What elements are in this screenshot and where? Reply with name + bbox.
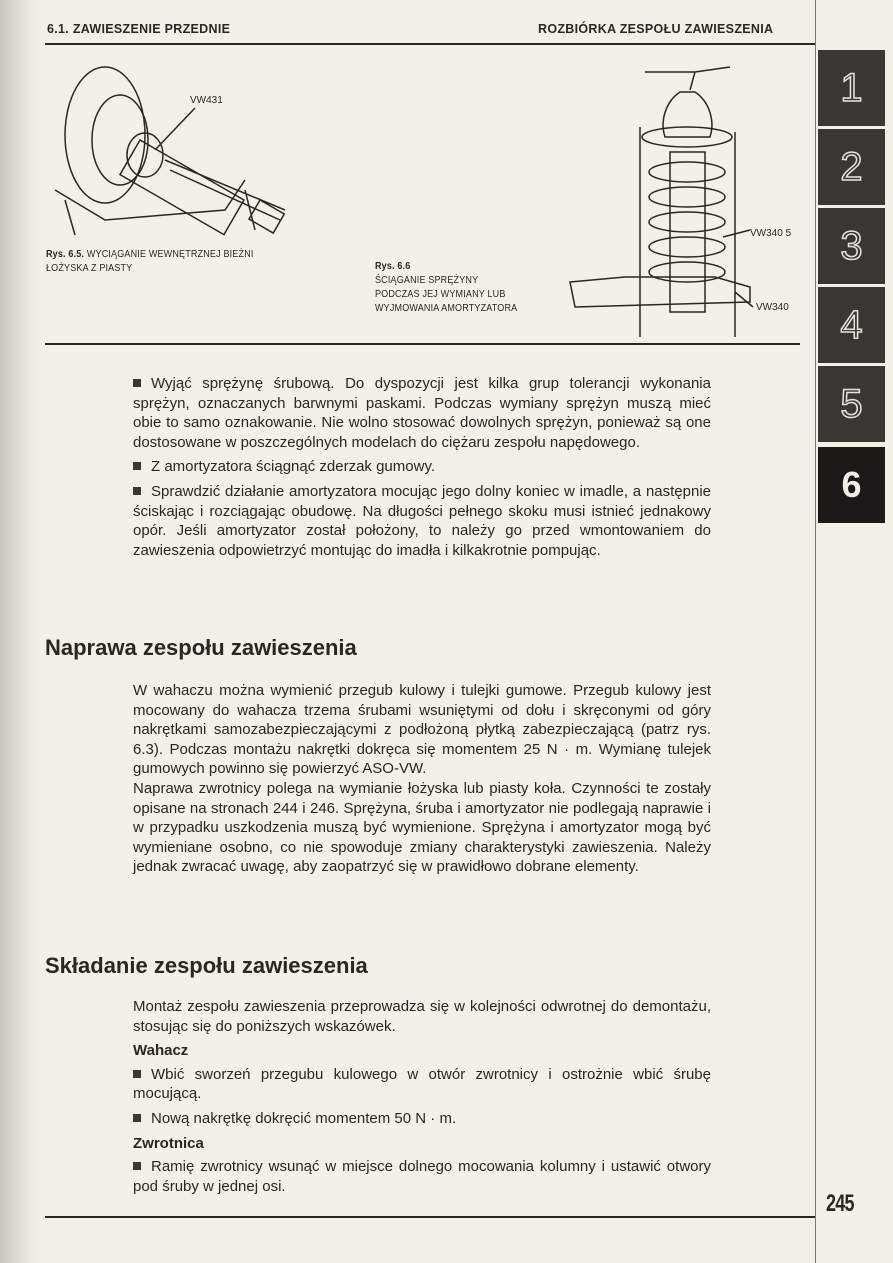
caption-line: WYJMOWANIA AMORTYZATORA [375, 303, 518, 314]
paragraph: W wahaczu można wymienić przegub kulowy i tulejki gumowe. Przegub kulowy jest mocowany do wahacza trzema śrubami wsuniętymi od dołu i skręconymi od góry nakrętkami samozabezpieczającymi z podłożoną płytką zabezpieczającą (patrz rys. 6.3). Podczas montażu nakrętki dokręca się momentem 25 N · m. Wymianę tulejek gumowych powinno się powierzyć ASO-VW. [133, 682, 711, 778]
footer-rule [45, 1216, 815, 1218]
heading-assembly: Składanie zespołu zawieszenia [45, 953, 368, 978]
section-repair-text [133, 681, 711, 882]
chapter-tab-4[interactable]: 4 [818, 287, 885, 363]
chapter-tab-5[interactable]: 5 [818, 366, 885, 442]
figure-hub-puller-illustration [45, 60, 305, 245]
section-assembly-text [133, 997, 711, 1201]
running-header-left: 6.1. ZAWIESZENIE PRZEDNIE [47, 22, 231, 36]
chapter-tab-2[interactable]: 2 [818, 129, 885, 205]
subheading-wahacz: Wahacz [133, 1042, 189, 1060]
bullet-paragraph: Ramię zwrotnicy wsunąć w miejsce dolnego mocowania kolumny i ustawić otwory pod śruby w jednej osi. [133, 1158, 711, 1195]
page-margin-line [815, 0, 816, 1263]
page-number: 245 [826, 1190, 854, 1217]
bullet-paragraph: Sprawdzić działanie amortyzatora mocując jego dolny koniec w imadle, a następnie ściskając i rozciągając obudowę. Na długości pełnego skoku musi istnieć jednakowy opór. Jeśli amortyzator został położony, to należy go przed wmontowaniem do zawieszenia odpowietrzyć montując do imadła i kilkakrotnie pompując. [133, 482, 711, 559]
figure-rule [45, 343, 800, 345]
chapter-tab-6-active[interactable]: 6 [818, 447, 885, 523]
figure-6-6-caption [375, 260, 555, 316]
header-rule [45, 43, 815, 45]
figure-label-vw431: VW431 [190, 95, 223, 106]
caption-line: ŚCIĄGANIE SPRĘŻYNY [375, 275, 479, 286]
figure-label-vw340: VW340 [756, 302, 789, 313]
bullet-paragraph: Z amortyzatora ściągnąć zderzak gumowy. [133, 457, 711, 477]
section-disassembly-text [133, 374, 711, 565]
running-header-right: ROZBIÓRKA ZESPOŁU ZAWIESZENIA [538, 22, 774, 36]
chapter-tab-3[interactable]: 3 [818, 208, 885, 284]
caption-number: Rys. 6.5. [46, 249, 85, 260]
figure-spring-compressor-illustration [565, 62, 755, 337]
bullet-paragraph: Wyjąć sprężynę śrubową. Do dyspozycji jest kilka grup tolerancji wykonania sprężyn, oznaczanych barwnymi paskami. Podczas wymiany sprężyn muszą mieć obie to samo oznakowanie. Nie wolno stosować dowolnych sprężyn, ponieważ są one dostosowane w poszczególnych modelach do ciężaru zespołu napędowego. [133, 375, 711, 451]
figure-6-5-caption [46, 248, 262, 276]
caption-text: WYCIĄGANIE WEWNĘTRZNEJ BIEŻNI ŁOŻYSKA Z PIASTY [46, 249, 254, 274]
figure-label-vw340-5: VW340 5 [750, 228, 792, 239]
subheading-zwrotnica: Zwrotnica [133, 1134, 204, 1152]
caption-line: PODCZAS JEJ WYMIANY LUB [375, 289, 506, 300]
bullet-paragraph: Nową nakrętkę dokręcić momentem 50 N · m. [133, 1109, 711, 1129]
chapter-tab-1[interactable]: 1 [818, 50, 885, 126]
paragraph: Naprawa zwrotnicy polega na wymianie łożyska lub piasty koła. Czynności te zostały opisane na stronach 244 i 246. Sprężyna, śruba i amortyzator nie podlegają naprawie i w przypadku uszkodzenia muszą być wymienione. Sprężyna i amortyzator mogą być wymieniane osobno, co nie spowoduje zmiany charakterystyki zawieszenia. Należy jednak zwracać uwagę, aby zaopatrzyć się w prawidłowo dobrane elementy. [133, 779, 711, 876]
heading-repair: Naprawa zespołu zawieszenia [45, 635, 357, 660]
scan-edge-shadow [0, 0, 40, 1263]
paragraph: Montaż zespołu zawieszenia przeprowadza się w kolejności odwrotnej do demontażu, stosując się do poniższych wskazówek. [133, 998, 711, 1035]
caption-number: Rys. 6.6 [375, 261, 411, 272]
bullet-paragraph: Wbić sworzeń przegubu kulowego w otwór zwrotnicy i ostrożnie wbić śrubę mocującą. [133, 1065, 711, 1103]
